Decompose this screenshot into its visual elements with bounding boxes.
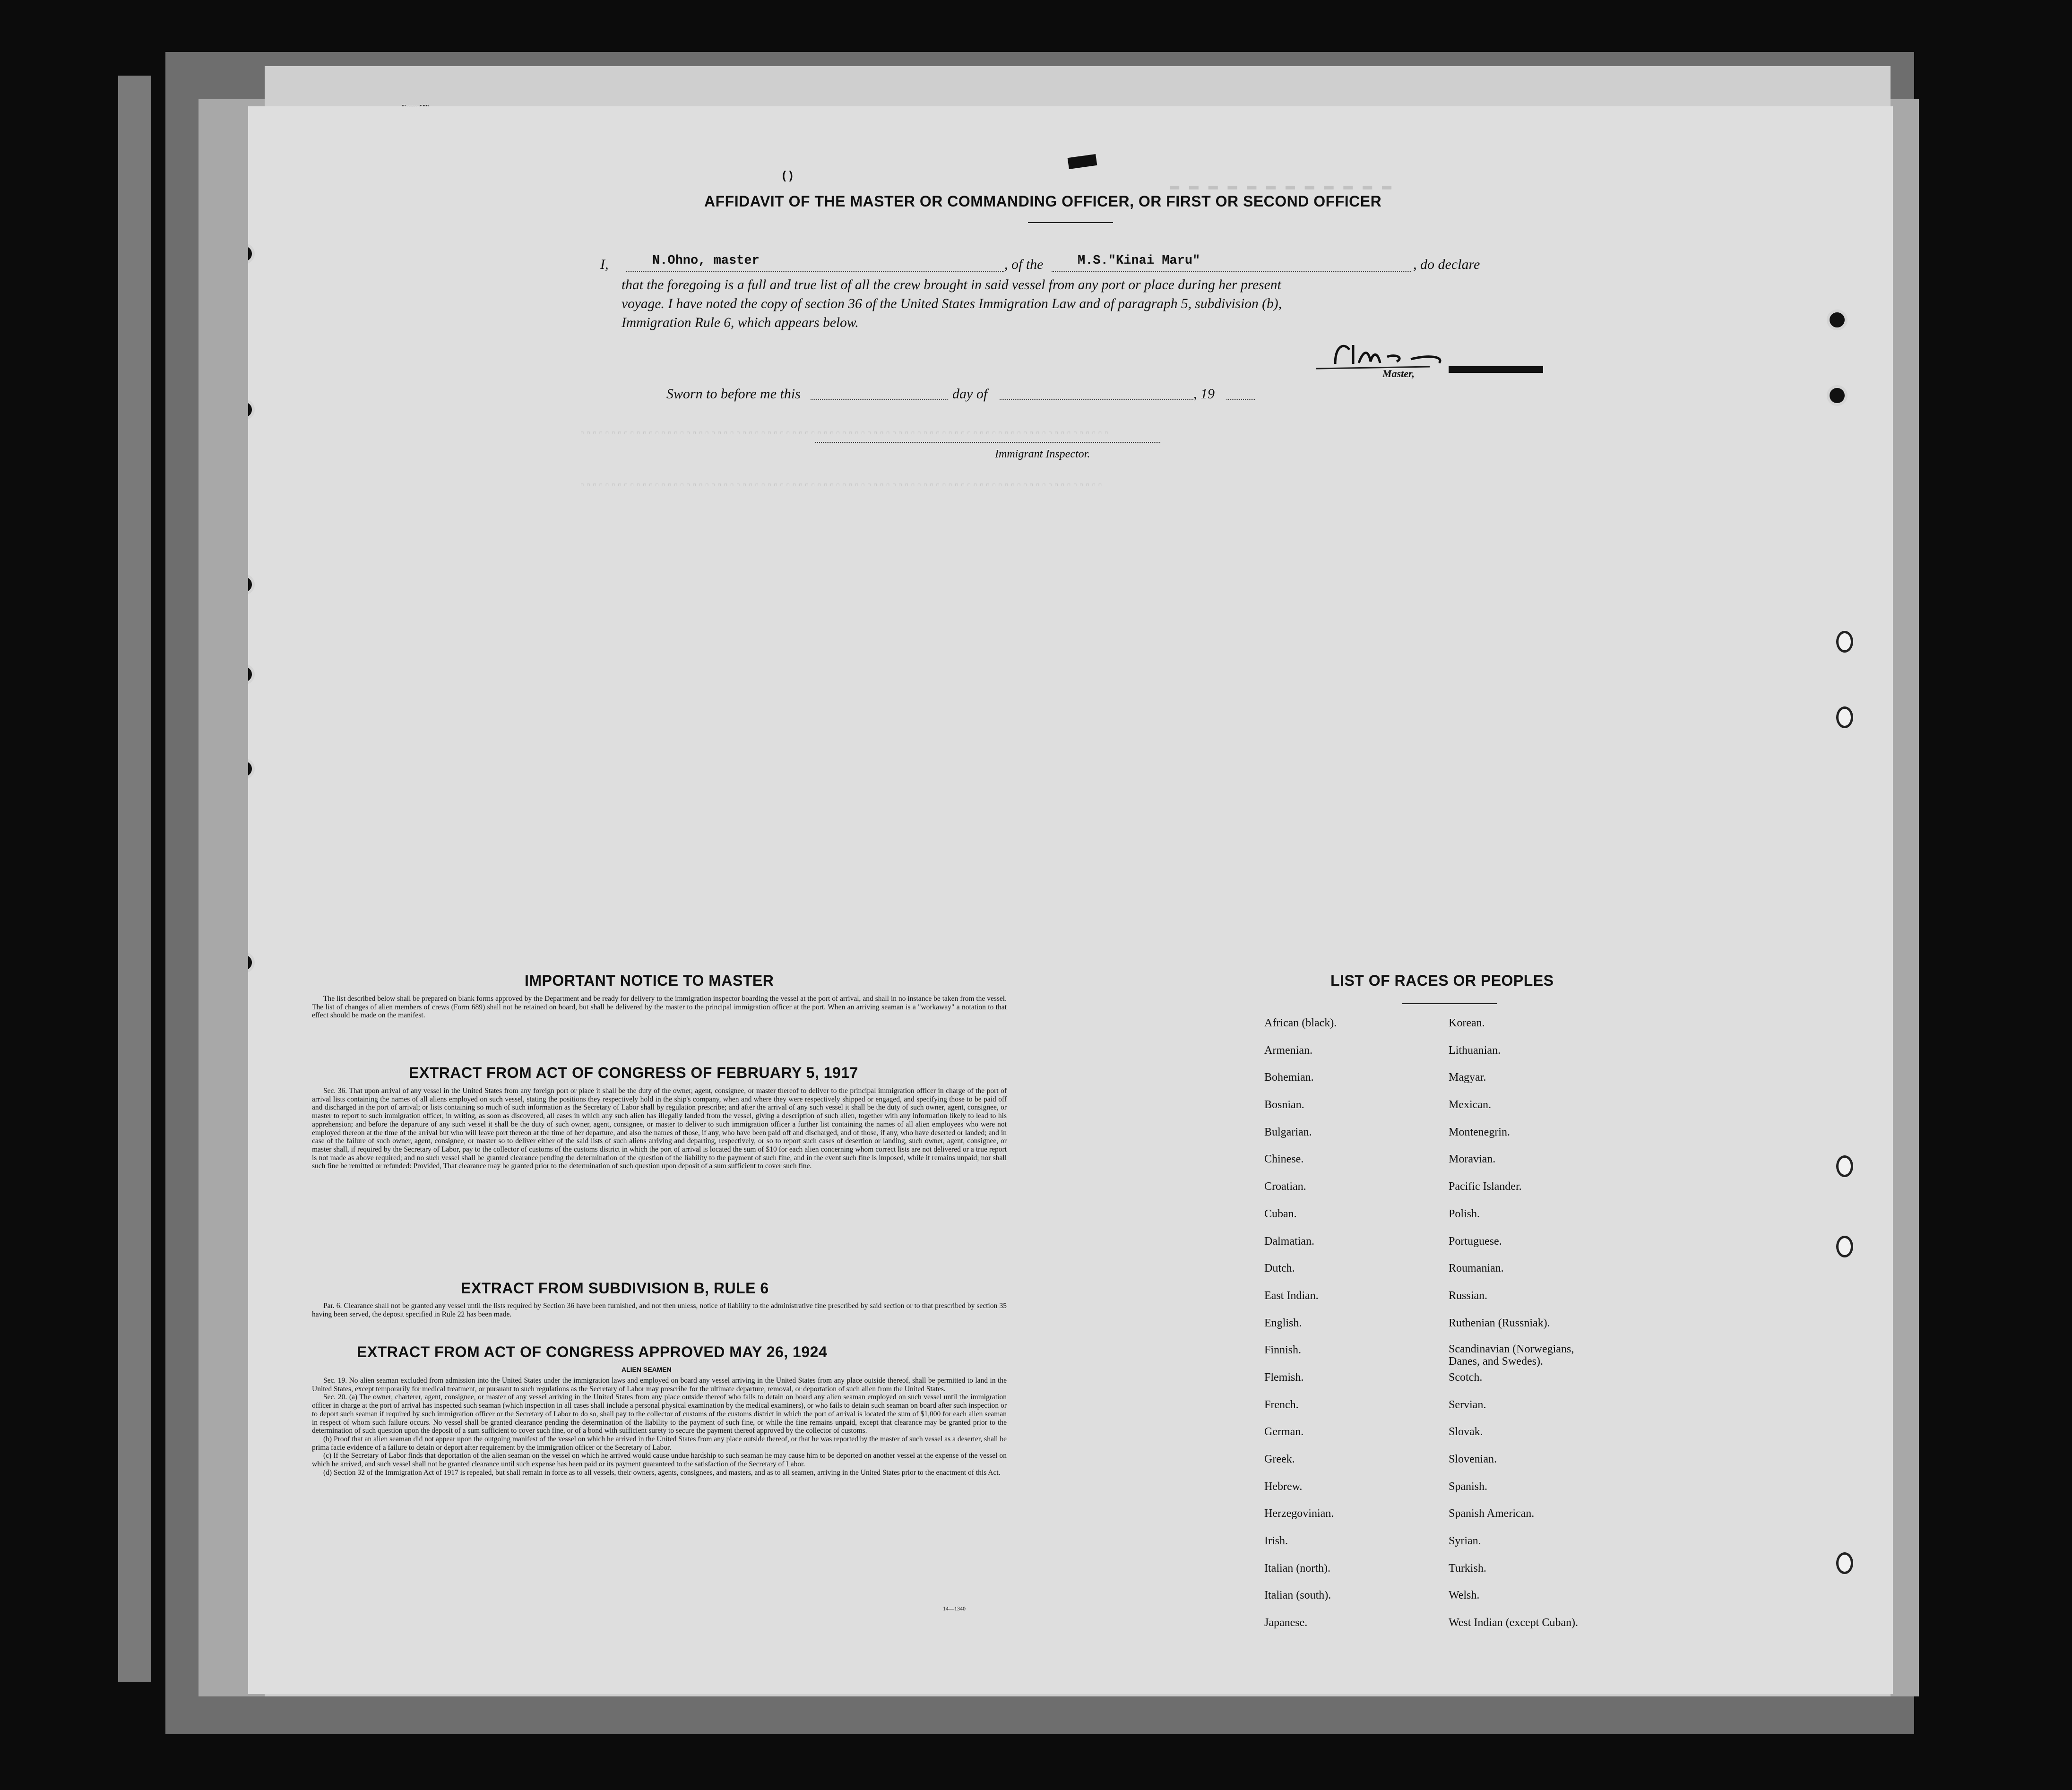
of-the: , of the bbox=[1004, 257, 1044, 272]
race-item: Lithuanian. bbox=[1449, 1044, 1501, 1057]
race-item: Italian (north). bbox=[1264, 1562, 1330, 1575]
race-item: Irish. bbox=[1264, 1535, 1288, 1548]
punch-hole bbox=[1836, 631, 1853, 653]
day-of: day of bbox=[952, 386, 988, 402]
punch-hole bbox=[248, 399, 255, 420]
declaration-line-2: that the foregoing is a full and true list of all the crew brought in said vessel from any port or place during her present bbox=[622, 277, 1281, 293]
race-item: Cuban. bbox=[1264, 1207, 1297, 1220]
binder-strip bbox=[118, 76, 151, 1682]
punch-hole bbox=[1836, 1236, 1853, 1257]
punch-hole bbox=[248, 574, 255, 595]
race-item: Italian (south). bbox=[1264, 1589, 1331, 1602]
master-name: N.Ohno, master bbox=[652, 254, 760, 268]
race-item: Slovenian. bbox=[1449, 1453, 1497, 1465]
inspector-signature-field[interactable] bbox=[815, 428, 1160, 443]
signature-caption: Master, bbox=[1382, 368, 1415, 379]
vessel-name: M.S."Kinai Maru" bbox=[1078, 254, 1200, 268]
alien-seamen-subtitle: ALIEN SEAMEN bbox=[622, 1366, 672, 1373]
race-item: African (black). bbox=[1264, 1017, 1337, 1029]
race-item: Welsh. bbox=[1449, 1589, 1480, 1602]
section-36-text: Sec. 36. That upon arrival of any vessel in the United States from any foreign port or place it shall be the duty of the owner, agent, consignee, or master thereof to deliver to the principal immigration officer in charge of the port of arrival lists containing the names of all aliens employed on such vessel, stating the positions they respectively hold in the ship's company, when and where they were respectively shipped or engaged, and specifying those to be paid off and discharged in the port of arrival; or lists containing so much of such information as the Secretary of Labor shall by regulation prescribe; and after the arrival of any such vessel it shall be the duty of such owner, agent, consignee, or master to report to such immigration officer, in writing, as soon as discovered, all cases in which any such alien has illegally landed from the vessel, giving a description of such alien, together with any information likely to lead to his apprehension; and before the departure of any such vessel it shall be the duty of such owner, agent, consignee, or master to deliver to such immigration officer a further list containing the names of all alien employees who were not employed thereon at the time of the arrival but who will leave port thereon at the time of her departure, and also the names of those, if any, who have been paid off and discharged, and of those, if any, who have deserted or landed; and in case of the failure of such owner, agent, consignee, or master so to deliver either of the said lists of such aliens arriving and departing, respectively, or so to report such cases of desertion or landing, such owner, agent, consignee, or master shall, if required by the Secretary of Labor, pay to the collector of customs of the customs district in which the port of arrival is located the sum of $10 for each alien concerning whom correct lists are not delivered or a true report is not made as above required; and no such vessel shall be granted clearance pending the determination of the question of the liability to the payment of such fine, and in the event such fine is imposed, while it remains unpaid; nor shall such fine be remitted or refunded: Provided, That clearance may be granted prior to the determination of such question upon deposit of a sum sufficient to cover such fine. bbox=[312, 1087, 1007, 1170]
race-item: French. bbox=[1264, 1398, 1299, 1411]
master-name-line bbox=[626, 254, 1004, 272]
punch-hole bbox=[1836, 1155, 1853, 1177]
notice-body bbox=[312, 995, 1007, 1020]
vessel-name-line bbox=[1052, 254, 1411, 272]
punch-hole bbox=[248, 243, 255, 264]
races-title: LIST OF RACES OR PEOPLES bbox=[1330, 972, 1554, 989]
race-item: Armenian. bbox=[1264, 1044, 1312, 1057]
extract-1924-body bbox=[312, 1377, 1007, 1477]
race-item: Herzegovinian. bbox=[1264, 1507, 1334, 1520]
race-item: Spanish American. bbox=[1449, 1507, 1535, 1520]
declaration-line-3: voyage. I have noted the copy of section 36 of the United States Immigration Law and of paragraph 5, subdivision (b), bbox=[622, 296, 1282, 311]
punch-hole bbox=[1827, 385, 1848, 406]
race-item: Bohemian. bbox=[1264, 1071, 1314, 1084]
sworn-year-field[interactable] bbox=[1226, 385, 1255, 400]
punch-hole bbox=[248, 952, 255, 973]
extract-1917-body bbox=[312, 1087, 1007, 1170]
sec-19-text: Sec. 19. No alien seaman excluded from admission into the United States under the immigration laws and employed on board any vessel arriving in the United States from any place outside thereof, shall be permitted to land in the United States, except temporarily for medical treatment, or pursuant to such regulations as the Secretary of Labor may prescribe for the ultimate departure, removal, or deportation of such alien from the United States. bbox=[312, 1377, 1007, 1393]
race-item: Moravian. bbox=[1449, 1153, 1496, 1166]
race-item: Korean. bbox=[1449, 1017, 1485, 1029]
race-item: Chinese. bbox=[1264, 1153, 1304, 1166]
race-item: Turkish. bbox=[1449, 1562, 1486, 1575]
race-item: English. bbox=[1264, 1317, 1302, 1329]
i-prefix: I, bbox=[600, 257, 609, 272]
notice-text: The list described below shall be prepared on blank forms approved by the Department and be ready for delivery to the immigration inspector boarding the vessel at the port of arrival, and shall in no instance be taken from the vessel. The list of changes of alien members of crews (Form 689) shall not be retained on board, but shall be delivered by the master to the principal immigration officer at the port. When an arriving seaman is a "workaway" a notation to that effect should be made on the manifest. bbox=[312, 995, 1007, 1020]
extract-1924-title: EXTRACT FROM ACT OF CONGRESS APPROVED MAY 26, 1924 bbox=[357, 1343, 828, 1360]
race-item: Pacific Islander. bbox=[1449, 1180, 1522, 1193]
race-item: West Indian (except Cuban). bbox=[1449, 1617, 1578, 1629]
sec-20a-text: Sec. 20. (a) The owner, charterer, agent, consignee, or master of any vessel arriving in the United States from any place outside thereof who fails to detain on board any alien seaman employed on such vessel until the immigration officer in charge at the port of arrival has inspected such seaman (which inspection in all cases shall include a personal physical examination by the medical examiners), or who fails to detain such seaman on board after such inspection or to deport such seaman if required by such immigration officer or the Secretary of Labor to do so, shall pay to the collector of customs of the customs district in which the port of arrival is located the sum of $1,000 for each alien seaman in respect of whom such failure occurs. No vessel shall be granted clearance pending the determination of the liability to the payment of such fine, or while the fine remains unpaid, except that clearance may be granted prior to the determination of such question upon the deposit of a sum sufficient to cover such fine, or of a bond with sufficient surety to secure the payment thereof approved by the collector of customs. bbox=[312, 1393, 1007, 1435]
race-item: Russian. bbox=[1449, 1289, 1488, 1302]
punch-hole bbox=[248, 758, 255, 779]
punch-hole bbox=[1836, 706, 1853, 728]
race-item: Bosnian. bbox=[1264, 1099, 1304, 1111]
ink-blot bbox=[1068, 154, 1097, 169]
race-item: Spanish. bbox=[1449, 1480, 1488, 1493]
title-rule bbox=[1028, 222, 1113, 223]
race-item: Mexican. bbox=[1449, 1099, 1491, 1111]
punch-hole bbox=[248, 664, 255, 685]
race-item: Dalmatian. bbox=[1264, 1235, 1314, 1248]
races-right-column bbox=[1449, 1016, 1657, 1643]
sworn-month-field[interactable] bbox=[1000, 385, 1193, 400]
punch-hole bbox=[1827, 310, 1848, 330]
race-item: Roumanian. bbox=[1449, 1262, 1504, 1275]
sworn-prefix: Sworn to before me this bbox=[666, 386, 801, 402]
race-item: Slovak. bbox=[1449, 1426, 1483, 1438]
race-item: German. bbox=[1264, 1426, 1304, 1438]
race-item: Scandinavian (Norwegians, Danes, and Swedes). bbox=[1449, 1343, 1574, 1368]
race-item: East Indian. bbox=[1264, 1289, 1319, 1302]
punch-hole bbox=[1836, 1552, 1853, 1574]
declaration-line-4: Immigration Rule 6, which appears below. bbox=[622, 315, 859, 330]
race-item: Greek. bbox=[1264, 1453, 1295, 1465]
affidavit-page: ▬ ▬ ▬ ▬ ▬ ▬ ▬ ▬ ▬ ▬ ▬ ▬ ▫▫▫▫▫▫▫▫▫▫▫▫▫▫▫▫▫▫▫▫▫▫▫▫▫▫▫▫▫▫▫▫▫▫▫▫▫▫▫▫▫▫▫▫▫▫▫▫▫▫▫▫▫▫▫▫▫▫▫▫▫▫▫▫▫▫▫▫▫▫▫▫▫▫▫▫▫▫▫▫▫▫▫▫▫ ▫▫▫▫▫▫▫▫▫▫▫▫▫▫▫▫▫▫▫▫▫▫▫▫▫▫▫▫▫▫▫▫▫▫▫▫▫▫▫▫▫▫▫▫▫▫▫▫▫▫▫▫▫▫▫▫▫▫▫▫▫▫▫▫▫▫▫▫▫▫▫▫▫▫▫▫▫▫▫▫▫▫▫▫ ( ) AFFIDAVIT OF THE MASTER OR COMMANDING OFFICER, OR FIRST OR SECOND OFFICER I, N.Ohno, master , of the M.S."Kinai Maru" , do declare that the foregoing is a full and true list of all the crew brought in said vessel from any port or place during her present voyage. I have noted the copy of section 36 of the United States Immigration Law and of paragraph 5, subdivision (b), Immigration Rule 6, which appears below. Master, Sworn to before me this day of , 19 Immigrant Inspector. IMPORTANT NOTICE TO MASTER The list described below shall be prepared on blank forms approved by the Department and be ready for delivery to the immigration inspector boarding the vessel at the port of arrival, and shall in no instance be taken from the vessel. The list of changes of alien members of crews (Form 689) shall not be retained on board, but shall be delivered by the master to the principal immigration officer at the port. When an arriving seaman is a "workaway" a notation to that effect should be made on the manifest. EXTRACT FROM ACT OF CONGRESS OF FEBRUARY 5, 1917 Sec. 36. That upon arrival of any vessel in the United States from any foreign port or place it shall be the duty of the owner, agent, consignee, or master thereof to deliver to the principal immigration officer in charge of the port of arrival lists containing the names of all aliens employed on such vessel, stating the positions they respectively hold in the ship's company, when and where they were respectively shipped or engaged, and specifying those to be paid off and discharged in the port of arrival; or lists containing so much of such information as the Secretary of Labor shall by regulation prescribe; and after the arrival of any such vessel it shall be the duty of such owner, agent, consignee, or master to report to such immigration officer, in writing, as soon as discovered, all cases in which any such alien has illegally landed from the vessel, giving a description of such alien, together with any information likely to lead to his apprehension; and before the departure of any such vessel it shall be the duty of such owner, agent, consignee, or master to deliver to such immigration officer a further list containing the names of all alien employees who were not employed thereon at the time of the arrival but who will leave port thereon at the time of her departure, and also the names of those, if any, who have been paid off and discharged, and of those, if any, who have deserted or landed; and in case of the failure of such owner, agent, consignee, or master so to deliver either of the said lists of such aliens arriving and departing, respectively, or so to report such cases of desertion or landing, such owner, agent, consignee, or master shall, if required by the Secretary of Labor, pay to the collector of customs of the customs district in which the port of arrival is located the sum of $10 for each alien concerning whom correct lists are not delivered or a true report is not made as above required; and no such vessel shall be granted clearance pending the determination of the question of the liability to the payment of such fine, and in the event such fine is imposed, while it remains unpaid; nor shall such fine be remitted or refunded: Provided, That clearance may be granted prior to the determination of such question upon deposit of a sum sufficient to cover such fine. EXTRACT FROM SUBDIVISION B, RULE 6 Par. 6. Clearance shall not be granted any vessel until the lists required by Section 36 have been furnished, and not then unless, notice of liability to the administrative fine prescribed by said section or to that prescribed by section 35 having been served, the deposit specified in Rule 22 has been made. EXTRACT FROM ACT OF CONGRESS APPROVED MAY 26, 1924 ALIEN SEAMEN Sec. 19. No alien seaman excluded from admission into the United States under the immigration laws and employed on board any vessel arriving in the United States from any place outside thereof, shall be permitted to land in the United States, except temporarily for medical treatment, or pursuant to such regulations as the Secretary of Labor may prescribe for the ultimate departure, removal, or deportation of such alien from the United States. Sec. 20. (a) The owner, charterer, agent, consignee, or master of any vessel arriving in the United States from any place outside thereof who fails to detain on board any alien seaman employed on such vessel until the immigration officer in charge at the port of arrival has inspected such seaman (which inspection in all cases shall include a personal physical examination by the medical examiners), or who fails to detain such seaman on board after such inspection or to deport such seaman if required by such immigration officer or the Secretary of Labor to do so, shall pay to the collector of customs of the customs district in which the port of arrival is located the sum of $1,000 for each alien seaman in respect of whom such failure occurs. No vessel shall be granted clearance pending the determination of the liability to the payment of such fine, or while the fine remains unpaid, except that clearance may be granted prior to the determination of such question upon the deposit of a sum sufficient to cover such fine, or of a bond with sufficient surety to secure the payment thereof approved by the collector of customs. (b) Proof that an alien seaman did not appear upon the outgoing manifest of the vessel on which he arrived in the United States from any place outside thereof, or that he was reported by the master of such vessel as a deserter, shall be prima facie evidence of a failure to detain or deport after requirement by the immigration officer or the Secretary of Labor. (c) If the Secretary of Labor finds that deportation of the alien seaman on the vessel on which he arrived would cause undue hardship to such seaman he may cause him to be deported on another vessel at the expense of the vessel on which he arrived, and such vessel shall not be granted clearance until such expense has been paid or its payment guaranteed to the satisfaction of the Secretary of Labor. (d) Section 32 of the Immigration Act of 1917 is repealed, but shall remain in force as to all vessels, their owners, agents, consignees, and masters, and as to all seamen, arriving in the United States prior to the enactment of this Act. 14—1340 LIST OF RACES OR PEOPLES African (black). Armenian. Bohemian. Bosnian. Bulgarian. Chinese. Croatian. Cuban. Dalmatian. Dutch. East Indian. English. Finnish. Flemish. French. German. Greek. Hebrew. Herzegovinian. Irish. Italian (north). Italian (south). Japanese. Korean. Lithuanian. Magyar. Mexican. Montenegrin. Moravian. Pacific Islander. Polish. Portuguese. Roumanian. Russian. Ruthenian (Russniak). Scandinavian (Norwegians, Danes, and Swedes). Scotch. Servian. Slovak. Slovenian. Spanish. Spanish American. Syrian. Turkish. Welsh. West Indian (except Cuban). bbox=[248, 106, 1893, 1694]
master-signature bbox=[1297, 336, 1553, 383]
race-item: Japanese. bbox=[1264, 1617, 1308, 1629]
race-item: Montenegrin. bbox=[1449, 1126, 1510, 1138]
race-item: Finnish. bbox=[1264, 1344, 1302, 1357]
subdivision-b-body bbox=[312, 1302, 1007, 1318]
races-rule bbox=[1402, 1003, 1497, 1004]
races-left-column bbox=[1264, 1016, 1444, 1643]
do-declare: , do declare bbox=[1413, 257, 1480, 272]
notice-title: IMPORTANT NOTICE TO MASTER bbox=[525, 972, 774, 989]
print-code: 14—1340 bbox=[943, 1605, 966, 1612]
sec-20b-text: (b) Proof that an alien seaman did not appear upon the outgoing manifest of the vessel on which he arrived in the United States from any place outside thereof, or that he was reported by the master of such vessel as a deserter, shall be prima facie evidence of a failure to detain or deport after requirement by the immigration officer or the Secretary of Labor. bbox=[312, 1435, 1007, 1452]
header-mark: ( ) bbox=[782, 169, 793, 182]
affidavit-title: AFFIDAVIT OF THE MASTER OR COMMANDING OFFICER, OR FIRST OR SECOND OFFICER bbox=[704, 193, 1382, 210]
par-6-text: Par. 6. Clearance shall not be granted any vessel until the lists required by Section 36 have been furnished, and not then unless, notice of liability to the administrative fine prescribed by said section or to that prescribed by section 35 having been served, the deposit specified in Rule 22 has been made. bbox=[312, 1302, 1007, 1318]
race-item: Flemish. bbox=[1264, 1371, 1304, 1384]
race-item: Hebrew. bbox=[1264, 1480, 1303, 1493]
year-prefix: , 19 bbox=[1193, 386, 1215, 402]
inspector-caption: Immigrant Inspector. bbox=[995, 448, 1090, 460]
race-item: Portuguese. bbox=[1449, 1235, 1502, 1248]
race-item: Magyar. bbox=[1449, 1071, 1486, 1084]
sec-20c-text: (c) If the Secretary of Labor finds that deportation of the alien seaman on the vessel on which he arrived would cause undue hardship to such seaman he may cause him to be deported on another vessel at the expense of the vessel on which he arrived, and such vessel shall not be granted clearance until such expense has been paid or its payment guaranteed to the satisfaction of the Secretary of Labor. bbox=[312, 1452, 1007, 1469]
sworn-date-field[interactable] bbox=[811, 385, 948, 400]
sec-20d-text: (d) Section 32 of the Immigration Act of 1917 is repealed, but shall remain in force as to all vessels, their owners, agents, consignees, and masters, and as to all seamen, arriving in the United States prior to the enactment of this Act. bbox=[323, 1468, 1001, 1477]
race-item: Polish. bbox=[1449, 1207, 1480, 1220]
race-item: Scotch. bbox=[1449, 1371, 1483, 1384]
race-item: Syrian. bbox=[1449, 1535, 1481, 1548]
race-item: Bulgarian. bbox=[1264, 1126, 1312, 1138]
race-item: Croatian. bbox=[1264, 1180, 1306, 1193]
extract-1917-title: EXTRACT FROM ACT OF CONGRESS OF FEBRUARY 5, 1917 bbox=[409, 1064, 858, 1081]
race-item: Ruthenian (Russniak). bbox=[1449, 1317, 1550, 1329]
subdivision-b-title: EXTRACT FROM SUBDIVISION B, RULE 6 bbox=[461, 1280, 769, 1297]
race-item: Servian. bbox=[1449, 1398, 1486, 1411]
race-item: Dutch. bbox=[1264, 1262, 1295, 1275]
